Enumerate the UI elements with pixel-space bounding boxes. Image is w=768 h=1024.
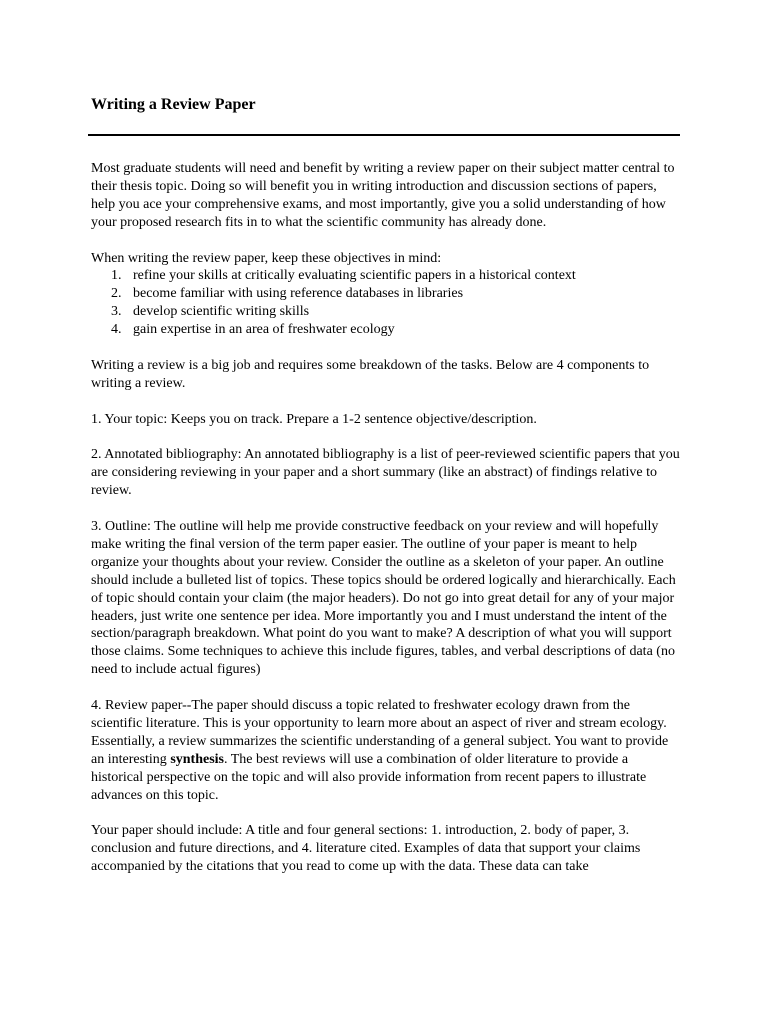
synthesis-emphasis: synthesis [170, 751, 224, 767]
list-item-number: 4. [111, 322, 122, 338]
title-divider [88, 134, 680, 136]
document-title: Writing a Review Paper [91, 96, 256, 113]
topic-paragraph: 1. Your topic: Keeps you on track. Prepare a 1-2 sentence objective/description. [91, 411, 537, 427]
list-item [91, 267, 681, 285]
list-item-text: become familiar with using reference databases in libraries [133, 286, 464, 302]
review-text-start: 4. Review paper--The paper should discuss a topic related to freshwater ecology drawn from the scientific literature. This is your opportunity to learn more about an aspect of river and stream ecology. Essentially, a review summarizes the scientific understanding of a general subject. You want to provide an interesting [91, 698, 669, 767]
bibliography-paragraph: 2. Annotated bibliography: An annotated bibliography is a list of peer-reviewed scientific papers that you are considering reviewing in your paper and a short summary (like an abstract) of findings relative to review. [91, 447, 680, 499]
list-item [91, 321, 681, 339]
list-item [91, 303, 681, 321]
document-body [91, 160, 681, 894]
outline-paragraph: 3. Outline: The outline will help me provide constructive feedback on your review and will hopefully make writing the final version of the term paper easier. The outline of your paper is meant to help organize your thoughts about your review. Consider the outline as a skeleton of your paper. An outline should include a bulleted list of topics. These topics should be ordered logically and hierarchically. Each of topic should contain your claim (the major headers). Do not go into great detail for any of your major headers, just write one sentence per idea. More importantly you and I must understand the intent of the section/paragraph breakdown. What point do you want to make? A description of what you will support those claims. Some techniques to achieve this include figures, tables, and verbal descriptions of data (no need to include actual figures) [91, 519, 676, 678]
review-text-end: . The best reviews will use a combination of older literature to provide a historical perspective on the topic and will also provide information from recent papers to illustrate advances on this topic. [91, 751, 647, 803]
list-item-number: 1. [111, 268, 122, 284]
review-paper-paragraph [91, 697, 681, 804]
list-item-number: 2. [111, 286, 122, 302]
paper-contents-paragraph: Your paper should include: A title and four general sections: 1. introduction, 2. body of paper, 3. conclusion and future directions, and 4. literature cited. Examples of data that support your claims accompanied by the citations that you read to come up with the data. These data can take [91, 823, 641, 875]
list-item-text: develop scientific writing skills [133, 304, 310, 320]
list-item [91, 285, 681, 303]
components-intro-paragraph: Writing a review is a big job and requires some breakdown of the tasks. Below are 4 components to writing a review. [91, 357, 650, 391]
intro-paragraph: Most graduate students will need and benefit by writing a review paper on their subject matter central to their thesis topic. Doing so will benefit you in writing introduction and discussion sections of papers, help you ace your comprehensive exams, and most importantly, give you a solid understanding of how your proposed research fits in to what the scientific community has already done. [91, 161, 675, 230]
objectives-list [91, 267, 681, 339]
objectives-lead: When writing the review paper, keep these objectives in mind: [91, 250, 442, 266]
list-item-number: 3. [111, 304, 122, 320]
list-item-text: gain expertise in an area of freshwater ecology [133, 322, 395, 338]
list-item-text: refine your skills at critically evaluating scientific papers in a historical context [133, 268, 576, 284]
